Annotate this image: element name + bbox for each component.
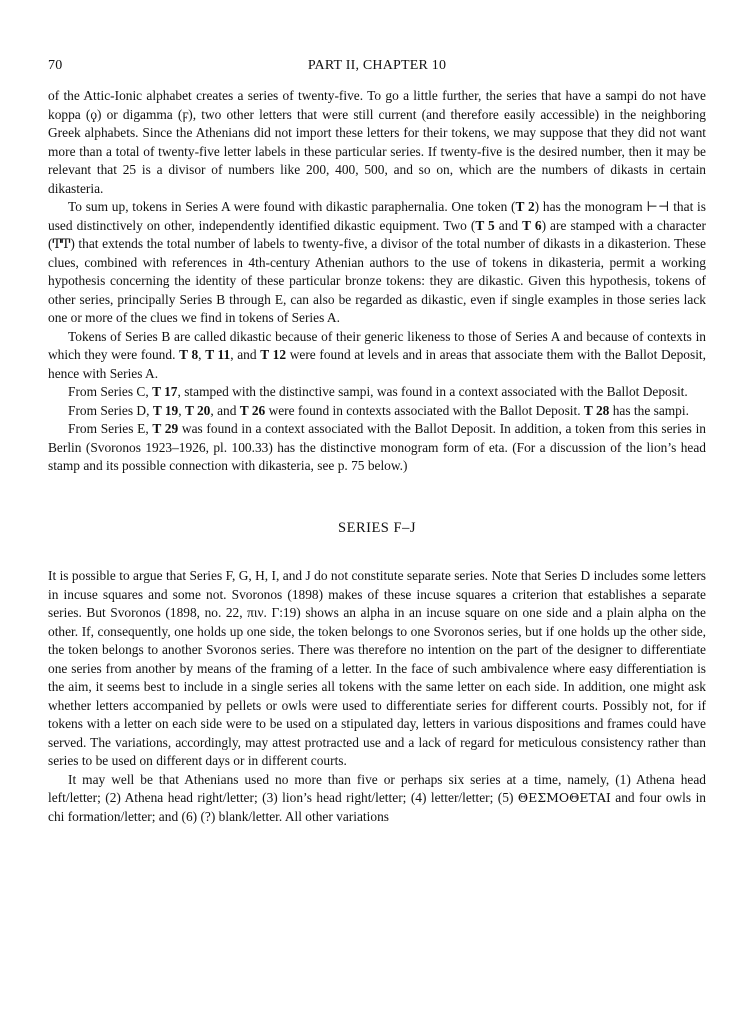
token-ref-t20: T 20 <box>184 402 211 418</box>
text-run: were found at levels and in areas that associate them with the Ballot Deposit, hence with Series A. <box>48 347 706 381</box>
token-ref-t19: T 19 <box>152 402 179 418</box>
text-run: , and <box>230 347 261 362</box>
text-run: From Series E, <box>68 421 153 436</box>
text-run: Tokens of Series B are called dikastic because of their generic likeness to those of Series A and because of contexts in which they were found. <box>48 328 706 362</box>
paragraph-series-b <box>48 328 706 384</box>
paragraph-series-f-j: It is possible to argue that Series F, G, H, I, and J do not constitute separate series. Note that Series D includes some letters in incuse squares and some not. Svoronos (1898) makes of these incuse squares a criterion that establishes a separate series. But Svoronos (1898, no. 22, πιν. Γ:19) shows an alpha in an incuse square on one side and a plain alpha on the other. If, consequently, one holds up one side, the token belongs to one Svoronos series, but if one holds up the other side, the token belongs to another Svoronos series. There was therefore no intention on the part of the designer to differentiate one series from another by means of the framing of a letter. In the face of such ambivalence where easy differentiation is the aim, it seems best to include in a single series all tokens with the same letter on each side. In addition, one might ask whether letters accompanied by pellets or owls were used to differentiate series for different courts. Possibly not, for if tokens with a letter on each side were to be used on a stipulated day, letters in various dispositions and frames could have served. The variations, accordingly, may attest protracted use and a lack of regard for meticulous consistency rather than series to be used on different days or in different courts. <box>48 568 706 768</box>
text-run: was found in a context associated with the Ballot Deposit. In addition, a token from this series in Berlin (Svoronos 1923–1926, pl. 100.33) has the distinctive monogram form of eta. (For a discussion of the lion’s head stamp and its possible connection with dikasteria, see p. 75 below.) <box>48 421 707 473</box>
token-ref-t5: T 5 <box>475 217 495 233</box>
text-run: were found in contexts associated with the Ballot Deposit. <box>265 402 584 418</box>
paragraph-series-e <box>48 420 706 476</box>
text-run: , <box>198 347 206 362</box>
paragraph-five-series <box>48 771 706 827</box>
section-heading: SERIES F–J <box>338 519 416 536</box>
token-ref-t2: T 2 <box>515 199 535 214</box>
text-run: , stamped with the distinctive sampi, was found in a context associated with the Ballot Deposit. <box>177 384 688 399</box>
text-run: has the sampi. <box>609 402 689 418</box>
text-run: , and <box>210 402 240 418</box>
text-run: ) are stamped with a character (ͲͲ) that extends the total number of labels to twenty-five, a divisor of the total number of dikasts in a dikasterion. These clues, combined with references in 4th-century Athenian authors to the use of tokens in dikasteria, permit a working hypothesis concerning the identity of these particular bronze tokens: they are dikastic. Given this hypothesis, tokens of other series, principally Series B through E, can also be regarded as dikastic, even if single examples in those series lack one or more of the clues we find in tokens of Series A. <box>48 217 706 325</box>
token-ref-t17: T 17 <box>152 384 178 399</box>
body-text <box>48 87 706 826</box>
paragraph-sum-up <box>48 198 706 328</box>
text-run: , <box>178 402 185 418</box>
text-run: To sum up, tokens in Series A were found with dikastic paraphernalia. One token ( <box>68 199 516 214</box>
text-run: ) has the monogram ⊢⊣ that is used distinctively on other, independently identified dikastic equipment. Two ( <box>48 199 706 233</box>
token-ref-t8: T 8 <box>179 347 199 362</box>
token-ref-t6: T 6 <box>522 217 542 233</box>
greek-inscription: ΘΕΣΜΟΘΕΤΑΙ <box>517 790 611 805</box>
token-ref-t29: T 29 <box>152 421 179 436</box>
running-title: PART II, CHAPTER 10 <box>307 58 447 73</box>
text-run: and <box>494 217 523 233</box>
token-ref-t26: T 26 <box>239 402 266 418</box>
token-ref-t12: T 12 <box>260 347 287 362</box>
page-header <box>48 58 706 78</box>
text-run: It may well be that Athenians used no more than five or perhaps six series at a time, namely, (1) Athena head left/letter; (2) Athena head right/letter; (3) lion’s head right/letter; (4) letter/letter; (5) <box>48 771 706 805</box>
paragraph-series-c <box>48 383 706 402</box>
token-ref-t11: T 11 <box>205 347 231 362</box>
paragraph-series-d <box>48 402 706 421</box>
text-run: From Series D, <box>68 402 153 418</box>
paragraph-continuation: of the Attic-Ionic alphabet creates a series of twenty-five. To go a little further, the series that have a sampi do not have koppa (ϙ) or digamma (ϝ), two other letters that were still current (and therefore easily accessible) in the neighboring Greek alphabets. Since the Athenians did not import these letters for their tokens, we may suppose that they did not want more than a total of twenty-five letter labels in these particular series. If twenty-five is the desired number, then it may be relevant that 25 is a divisor of numbers like 200, 400, 500, and so on, which are the numbers of dikasts in certain dikasteria. <box>48 88 706 196</box>
token-ref-t28: T 28 <box>583 402 610 418</box>
page-number: 70 <box>48 58 63 73</box>
text-run: From Series C, <box>68 384 153 399</box>
text-run: and four owls in chi formation/letter; and (6) (?) blank/letter. All other variations <box>48 790 706 824</box>
